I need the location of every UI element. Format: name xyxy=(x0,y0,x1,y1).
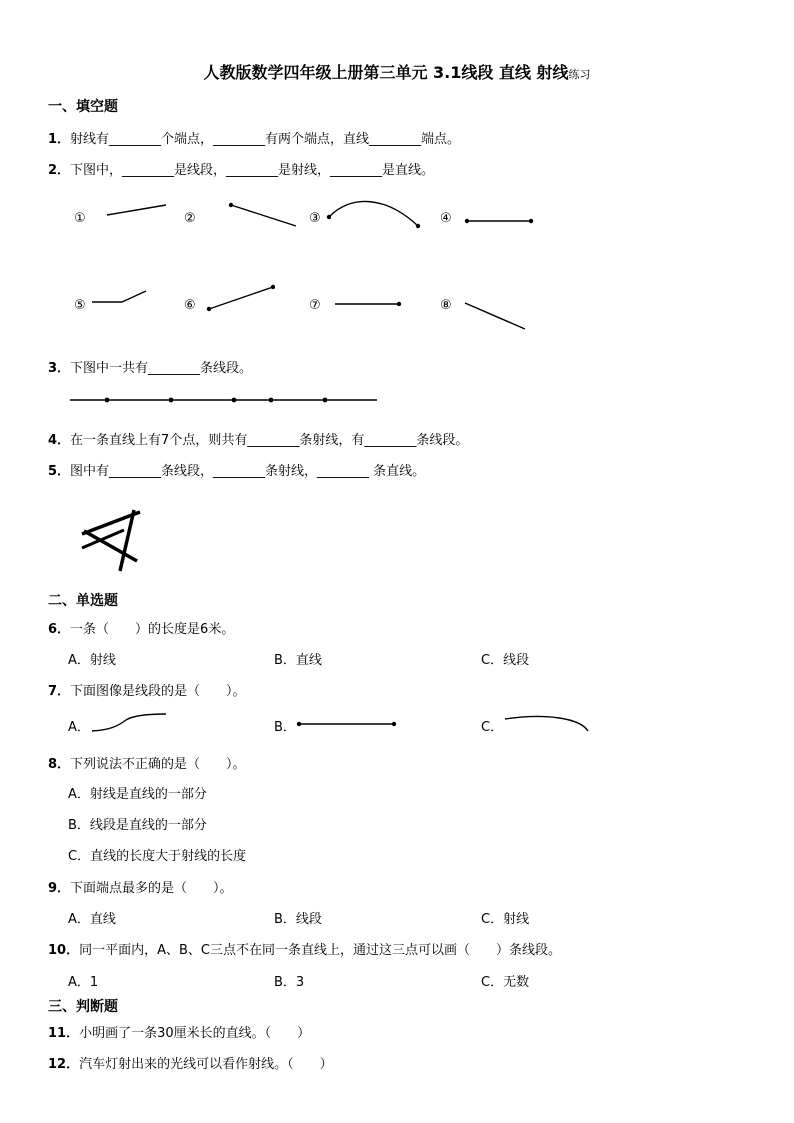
question-text: 小明画了一条30厘米长的直线。（ ） xyxy=(79,1026,311,1041)
figure-label-4: ④ xyxy=(440,211,452,226)
q7-figure-a-curve xyxy=(92,714,166,731)
figure-label-2: ② xyxy=(184,211,196,226)
q9-option-b[interactable]: B．线段 xyxy=(274,912,322,927)
q7-option-b[interactable]: B． xyxy=(274,720,296,735)
question-6 xyxy=(48,618,234,637)
question-text: 下面图像是线段的是（ ）。 xyxy=(70,684,246,699)
figure-label-6: ⑥ xyxy=(184,298,196,313)
question-text: 下图中，________是线段，________是射线，________是直线。 xyxy=(70,163,435,178)
q6-option-c[interactable]: C．线段 xyxy=(481,653,530,668)
q7-figure-b-endpoint xyxy=(297,722,301,726)
question-7 xyxy=(48,680,246,699)
q8-option-b[interactable]: B．线段是直线的一部分 xyxy=(68,818,207,833)
question-text: 下图中一共有________条线段。 xyxy=(70,361,253,376)
question-number: 12． xyxy=(48,1057,80,1072)
question-12 xyxy=(48,1053,333,1072)
q6-option-b[interactable]: B．直线 xyxy=(274,653,322,668)
question-number: 9． xyxy=(48,881,71,896)
title-main: 人教版数学四年级上册第三单元 3.1线段 直线 射线 xyxy=(203,63,569,82)
q10-option-b[interactable]: B．3 xyxy=(274,975,305,990)
question-number: 2． xyxy=(48,163,71,178)
question-text: 下面端点最多的是（ ）。 xyxy=(70,881,233,896)
title-suffix: 练习 xyxy=(568,68,591,81)
figure-label-8: ⑧ xyxy=(440,298,452,313)
q10-option-a[interactable]: A．1 xyxy=(68,975,99,990)
question-10 xyxy=(48,939,561,958)
question-text: 下列说法不正确的是（ ）。 xyxy=(70,757,246,772)
question-number: 3． xyxy=(48,361,71,376)
q7-figure-b-endpoint xyxy=(392,722,396,726)
q8-option-c[interactable]: C．直线的长度大于射线的长度 xyxy=(68,849,247,864)
question-11 xyxy=(48,1022,310,1041)
q7-option-figures xyxy=(0,700,794,740)
question-number: 10． xyxy=(48,943,80,958)
question-text: 图中有________条线段，________条射线，________ 条直线。 xyxy=(70,464,426,479)
section-fill-heading: 一、填空题 xyxy=(48,99,118,115)
question-number: 11． xyxy=(48,1026,80,1041)
question-9 xyxy=(48,877,233,896)
question-text: 射线有________个端点，________有两个端点，直线________端点。 xyxy=(70,132,461,147)
question-number: 5． xyxy=(48,464,71,479)
question-text: 同一平面内，A、B、C三点不在同一条直线上，通过这三点可以画（ ）条线段。 xyxy=(79,943,561,958)
question-8 xyxy=(48,753,246,772)
q10-option-c[interactable]: C．无数 xyxy=(481,975,530,990)
question-number: 7． xyxy=(48,684,71,699)
question-number: 1． xyxy=(48,132,71,147)
q6-option-a[interactable]: A．射线 xyxy=(68,653,116,668)
question-text: 在一条直线上有7个点，则共有________条射线，有________条线段。 xyxy=(70,433,469,448)
figure-label-1: ① xyxy=(74,211,86,226)
question-text: 汽车灯射出来的光线可以看作射线。（ ） xyxy=(79,1057,333,1072)
q7-option-c[interactable]: C． xyxy=(481,720,504,735)
q9-option-c[interactable]: C．射线 xyxy=(481,912,530,927)
q9-option-a[interactable]: A．直线 xyxy=(68,912,116,927)
figure-label-3: ③ xyxy=(309,211,321,226)
q8-option-a[interactable]: A．射线是直线的一部分 xyxy=(68,787,207,802)
section-choice-heading: 二、单选题 xyxy=(48,593,118,609)
question-number: 8． xyxy=(48,757,71,772)
q7-figure-c-arc xyxy=(505,716,588,731)
figure-label-5: ⑤ xyxy=(74,298,86,313)
question-text: 一条（ ）的长度是6米。 xyxy=(70,622,235,637)
section-judge-heading: 三、判断题 xyxy=(48,999,118,1015)
q7-option-a[interactable]: A． xyxy=(68,720,90,735)
question-number: 6． xyxy=(48,622,71,637)
figure-label-7: ⑦ xyxy=(309,298,321,313)
question-number: 4． xyxy=(48,433,71,448)
